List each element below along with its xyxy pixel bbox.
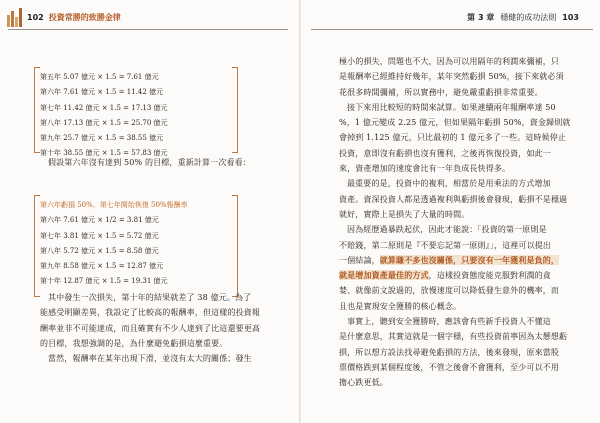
calc-row: 第十年 12.87 億元 × 1.5 = 19.31 億元: [40, 277, 168, 286]
calc-row: 第九年 25.7 億元 × 1.5 = 38.55 億元: [40, 134, 164, 143]
paragraph-line: [339, 253, 589, 268]
left-header-rule: [8, 29, 288, 30]
left-header: [6, 6, 121, 28]
paragraph-line: 其中發生一次損失，第十年的結果就差了 38 億元。為了: [48, 293, 252, 302]
paragraph-line: 能感受明顯差異，我設定了比較高的報酬率，但這樣的投資報: [40, 308, 261, 318]
calc-block-1: [40, 70, 236, 162]
line-text: ，這樣投資態度能克服對利潤的貪: [428, 271, 551, 281]
right-body-text: [339, 54, 589, 391]
paragraph-line: [339, 192, 589, 207]
right-header: [467, 6, 584, 28]
left-page: [0, 0, 299, 423]
line-text: 因為經歷過暴跌起伏，因此才能說：「投資的第一原則是: [347, 225, 547, 235]
right-page: [301, 0, 600, 423]
paragraph-line: [339, 161, 589, 176]
line-text: 擔心跌更低。: [339, 378, 388, 388]
book-logo-icon: [6, 6, 23, 28]
line-text: 是報酬率已經維持好幾年，某年突然虧損 50%，接下來就必須: [339, 72, 564, 82]
line-text: %，1 億元變成 2.25 億元，但如果隔年虧損 50%，資金歸則就: [339, 118, 571, 128]
left-page-number: 102: [27, 12, 44, 22]
calc-row: 第九年 8.58 億元 × 1.5 = 12.87 億元: [40, 262, 164, 271]
line-text: 投資，意即沒有虧損也沒有獲利，之後再恢復投資，如此一: [339, 148, 551, 158]
calc-row: 第五年 5.07 億元 × 1.5 = 7.61 億元: [40, 73, 159, 81]
emphasis-highlight: 就算賺不多也沒關係，只要沒有一年獲利是負的，: [379, 254, 560, 265]
paragraph-line: 當然，報酬率在某年出現下滑，並沒有太大的關係；發生: [48, 354, 252, 364]
line-text: 極小的損失，問題也不大，因為可以用隔年的利潤來彌補，只: [339, 57, 560, 66]
chapter-label: 第 3 章: [467, 12, 495, 22]
line-text: 是什麼意思，其實這就是一個字穩，有些投資前寧因為太懸想虧: [339, 332, 568, 342]
right-page-number: 103: [562, 12, 579, 22]
line-text: 事實上，聽到安全獲勝時，應該會有些新手投資人不懂這: [347, 317, 551, 327]
line-text: 不賠錢，第二原則是『不要忘記第一原則』」，這裡可以提出: [339, 240, 552, 250]
paragraph-line: [339, 314, 589, 329]
paragraph-line: [339, 222, 589, 237]
paragraph-line: [339, 375, 589, 390]
paragraph-line: [339, 299, 589, 314]
paragraph-line: [339, 85, 589, 100]
chapter-title: 穩健的成功法則: [500, 12, 557, 22]
calc-row: 第七年 11.42 億元 × 1.5 = 17.13 億元: [40, 103, 168, 112]
line-text: 損，所以想方設法找尋避免虧損的方法，後來發現，原來當股: [339, 347, 560, 357]
calc-highlight-row: 第六年虧損 50%，第七年開始恢復 50%報酬率: [40, 201, 188, 209]
paragraph-line: [339, 146, 589, 161]
calc-row: 第八年 5.72 億元 × 1.5 = 8.58 億元: [40, 246, 159, 255]
calc-row: 第七年 3.81 億元 × 1.5 = 5.72 億元: [40, 231, 159, 240]
paragraph-line: [339, 69, 589, 84]
paragraph-line: [339, 207, 589, 222]
line-text: 資產。資深投資人都是透過複利與虧損後會發現，虧損不是穩過: [339, 194, 568, 204]
paragraph-line: [339, 176, 589, 191]
book-title: 投資常勝的致勝金律: [48, 12, 121, 22]
line-text: 且也是實現安全獲勝的核心概念。: [339, 301, 462, 311]
paragraph-line: 的目標，我想強調的是，為什麼避免虧損這麼重要。: [40, 338, 228, 348]
calc-block-2: [40, 198, 236, 290]
paragraph-line: [339, 115, 589, 130]
calc-row: 第六年 7.61 億元 × 1/2 = 3.81 億元: [40, 216, 159, 225]
paragraph-line: 假設第六年沒有達到 50% 的目標，重新計算一次看看：: [48, 158, 251, 167]
paragraph-line: [339, 268, 589, 283]
line-text: 最重要的是，投資中的複利，相當於是用乘法的方式增加: [347, 179, 551, 189]
intro-paragraph: [40, 155, 250, 170]
paragraph-line: 酬率並非不可能達成，而且確實有不少人達到了比這還要更高: [40, 323, 261, 333]
paragraph-line: [339, 360, 589, 375]
calc-row: 第八年 17.13 億元 × 1.5 = 25.70 億元: [40, 118, 168, 127]
paragraph-line: [339, 345, 589, 360]
line-text: 花很多時間彌補，所以實務中，避免嚴重虧損非常重要。: [339, 87, 543, 97]
paragraph-line: [339, 100, 589, 115]
emphasis-highlight: 就是增加資產最佳的方式: [339, 270, 429, 281]
line-text: 接下來用比較短的時間來試算。如果連續兩年報酬率達 50: [347, 102, 556, 112]
line-text: 婪、就像前文說過的，放慢速度可以降低發生意外的機率，而: [339, 286, 560, 296]
line-text: 會掉到 1.125 億元，只比最初的 1 億元多了一些。這時候停止: [339, 133, 567, 143]
paragraph-line: [339, 54, 589, 69]
paragraph-line: [339, 130, 589, 145]
right-header-rule: [311, 29, 593, 30]
line-text: 票價格跌到某個程度後，不管之後會不會獲利，至少可以不用: [339, 362, 560, 372]
paragraph-line: [339, 329, 589, 344]
calc-row: 第十年 38.55 億元 × 1.5 = 57.83 億元: [40, 149, 168, 158]
line-text: 就好，實際上是損失了大量的時間。: [339, 209, 470, 219]
calc-row: 第六年 7.61 億元 × 1.5 = 11.42 億元: [40, 88, 164, 97]
line-text: 一個結論，: [339, 255, 380, 265]
line-text: 來，資產增加的速度會比有一年負成長快得多。: [339, 164, 511, 174]
paragraph-line: [339, 238, 589, 253]
body-paragraph: [40, 290, 285, 366]
paragraph-line: [339, 283, 589, 298]
